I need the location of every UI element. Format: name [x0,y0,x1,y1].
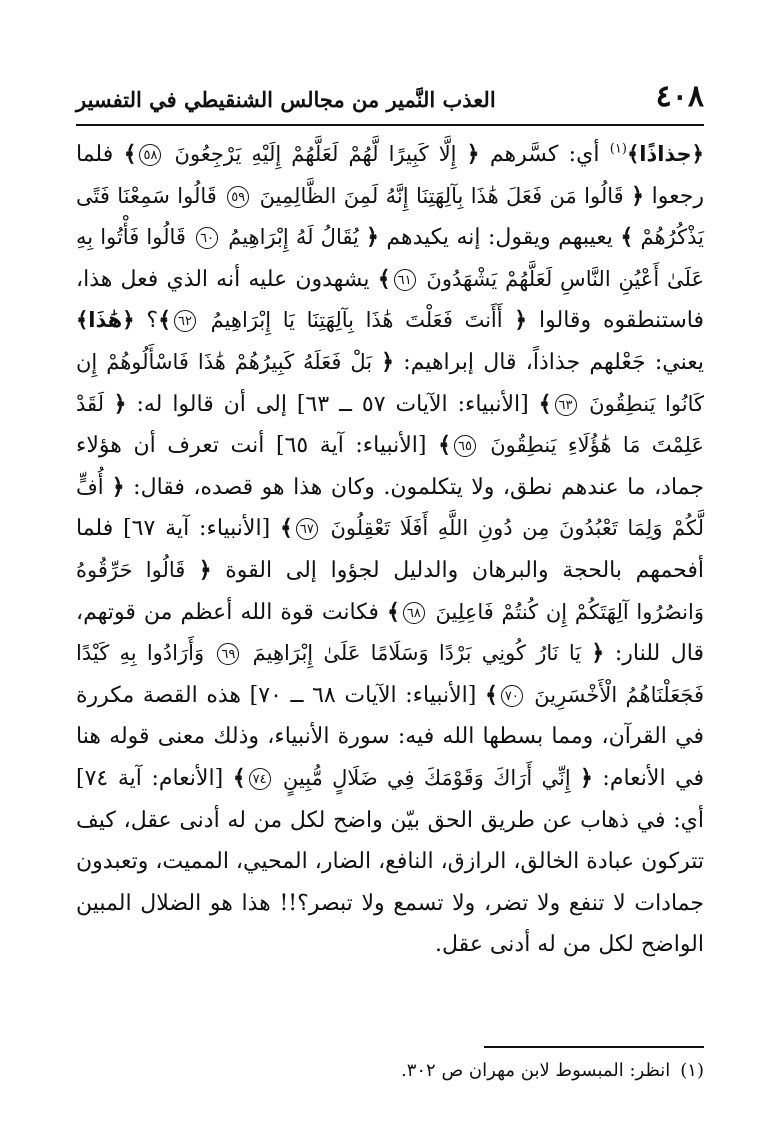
commentary-text: فلما رجعوا [76,142,704,209]
quran-open-bracket: ﴿ [466,141,480,167]
footnote [76,1058,704,1084]
ayah-number-marker: ٦٨ [403,602,425,624]
quran-quote: ﴿جذاذًا﴾ [626,142,704,166]
footnote-text: انظر: المبسوط لابن مهران ص ٣٠٢. [400,1060,671,1081]
commentary-text: أي: كسَّرهم [479,142,610,167]
quran-open-bracket: ﴿ [591,640,605,667]
quran-open-bracket: ﴿ [514,307,528,334]
quran-verse: قَالُوا سَمِعْنَا فَتًى يَذْكُرُهُمْ [76,183,704,250]
quran-verse: يَا نَارُ كُونِي بَرْدًا وَسَلَامًا عَلَىٰ إِبْرَاهِيمَ [242,641,592,666]
quran-open-bracket: ﴿ [631,182,644,209]
quran-close-bracket: ﴾ [377,265,391,292]
ayah-number-marker: ٦٢ [174,310,196,332]
ayah-number-marker: ٦٥ [454,435,476,457]
quran-close-bracket: ﴾ [438,432,451,459]
commentary-text: يعني: جَعْلهم جذاذاً، قال إبراهيم: [393,349,705,375]
page-header [76,80,704,120]
ayah-number-marker: ٦٣ [555,394,577,416]
quran-close-bracket: ﴾ [386,598,400,625]
commentary-text: [الأنعام: آية ٧٤] أي: في ذهاب عن طريق الحق بيّن واضح لكل من له أدنى عقل، كيف تتركون عبادة الخالق، الرازق، النافع، الضار، المحيي، المميت، وتعبدون جمادات لا تنفع ولا تضر، ولا تسمع ولا تبصر؟!! هذا هو الضلال المبين الواضح لكل من له أدنى عقل. [76,765,704,958]
quran-verse: وَأَرَادُوا بِهِ كَيْدًا فَجَعَلْنَاهُمُ الْأَخْسَرِينَ [76,641,704,707]
commentary-text: ؟ [134,308,159,334]
commentary-text: [الأنبياء: الآيات ٦٨ ــ ٧٠] هذه القصة مكررة في القرآن، ومما بسطها الله فيه: سورة الأنبياء، وذلك معنى قوله هنا في الأنعام: [76,682,704,791]
quran-close-bracket: ﴾ [280,515,293,542]
ayah-number-marker: ٥٩ [227,186,249,208]
page-number: ٤٠٨ [655,79,704,114]
quran-quote: ﴿هَٰذَا﴾ [76,308,135,333]
footnote-rule [484,1046,704,1048]
quran-verse: إِلَّا كَبِيرًا لَّهُمْ لَعَلَّهُمْ إِلَيْهِ يَرْجِعُونَ [164,142,467,166]
ayah-number-marker: ٧٤ [249,768,271,790]
quran-open-bracket: ﴿ [113,390,127,417]
commentary-text: [الأنبياء: آية ٦٥] أنت تعرف أن هؤلاء جماد، ما عندهم نطق، ولا يتكلمون. وكان هذا هو قصده، فقال: [76,433,704,500]
quran-verse: أُفٍّ لَّكُمْ وَلِمَا تَعْبُدُونَ مِن دُونِ اللَّهِ أَفَلَا تَعْقِلُونَ [76,474,704,541]
ayah-number-marker: ٦٠ [196,227,218,249]
quran-verse: يُقَالُ لَهُ إِبْرَاهِيمُ [221,225,366,250]
quran-close-bracket: ﴾ [485,681,498,708]
quran-open-bracket: ﴿ [579,764,593,791]
commentary-text: فكانت قوة الله أعظم من قوتهم، قال للنار: [76,599,705,667]
quran-verse: إِنِّي أَرَاكَ وَقَوْمَكَ فِي ضَلَالٍ مُّبِينٍ [273,765,580,790]
quran-verse: قَالُوا حَرِّقُوهُ وَانصُرُوا آلِهَتَكُمْ إِن كُنتُمْ فَاعِلِينَ [76,557,704,624]
quran-verse: لَقَدْ عَلِمْتَ مَا هَٰؤُلَاءِ يَنطِقُونَ [76,391,705,458]
ayah-number-marker: ٥٨ [139,144,161,166]
quran-open-bracket: ﴿ [381,348,394,375]
commentary-text: [الأنبياء: آية ٦٧] فلما أفحمهم بالحجة والبرهان والدليل لجؤوا إلى القوة [76,516,705,583]
commentary-text: يعيبهم ويقول: إنه يكيدهم [378,225,621,251]
quran-close-bracket: ﴾ [158,307,171,334]
quran-close-bracket: ﴾ [123,141,137,167]
quran-verse: قَالُوا مَن فَعَلَ هَٰذَا بِآلِهَتِنَا إِنَّهُ لَمِنَ الظَّالِمِينَ [252,183,632,208]
paragraph [76,134,704,966]
ayah-number-marker: ٦٧ [296,518,318,540]
body-text [76,134,704,966]
ayah-number-marker: ٧٠ [501,685,523,707]
commentary-text: [الأنبياء: الآيات ٥٧ ــ ٦٣] إلى أن قالوا له: [126,391,539,417]
quran-verse: بَلْ فَعَلَهُ كَبِيرُهُمْ هَٰذَا فَاسْأَلُوهُمْ إِن كَانُوا يَنطِقُونَ [76,349,704,416]
footnote-reference: (١) [609,141,627,157]
ayah-number-marker: ٦٩ [217,643,239,665]
footnote-mark: (١) [680,1060,704,1081]
quran-open-bracket: ﴿ [111,473,125,500]
commentary-text: يشهدون عليه أنه الذي فعل هذا، فاستنطقوه وقالوا [76,266,704,334]
quran-open-bracket: ﴿ [198,556,212,583]
ayah-number-marker: ٦١ [394,269,416,291]
quran-close-bracket: ﴾ [620,224,634,251]
quran-close-bracket: ﴾ [232,764,246,791]
quran-close-bracket: ﴾ [538,390,552,417]
quran-verse: أَأَنتَ فَعَلْتَ هَٰذَا بِآلِهَتِنَا يَا إِبْرَاهِيمُ [199,308,515,333]
quran-open-bracket: ﴿ [365,224,379,251]
quran-verse: قَالُوا فَأْتُوا بِهِ عَلَىٰ أَعْيُنِ النَّاسِ لَعَلَّهُمْ يَشْهَدُونَ [76,225,704,291]
running-title: العذب النَّمير من مجالس الشنقيطي في التفسير [76,87,496,112]
header-rule [76,124,704,126]
